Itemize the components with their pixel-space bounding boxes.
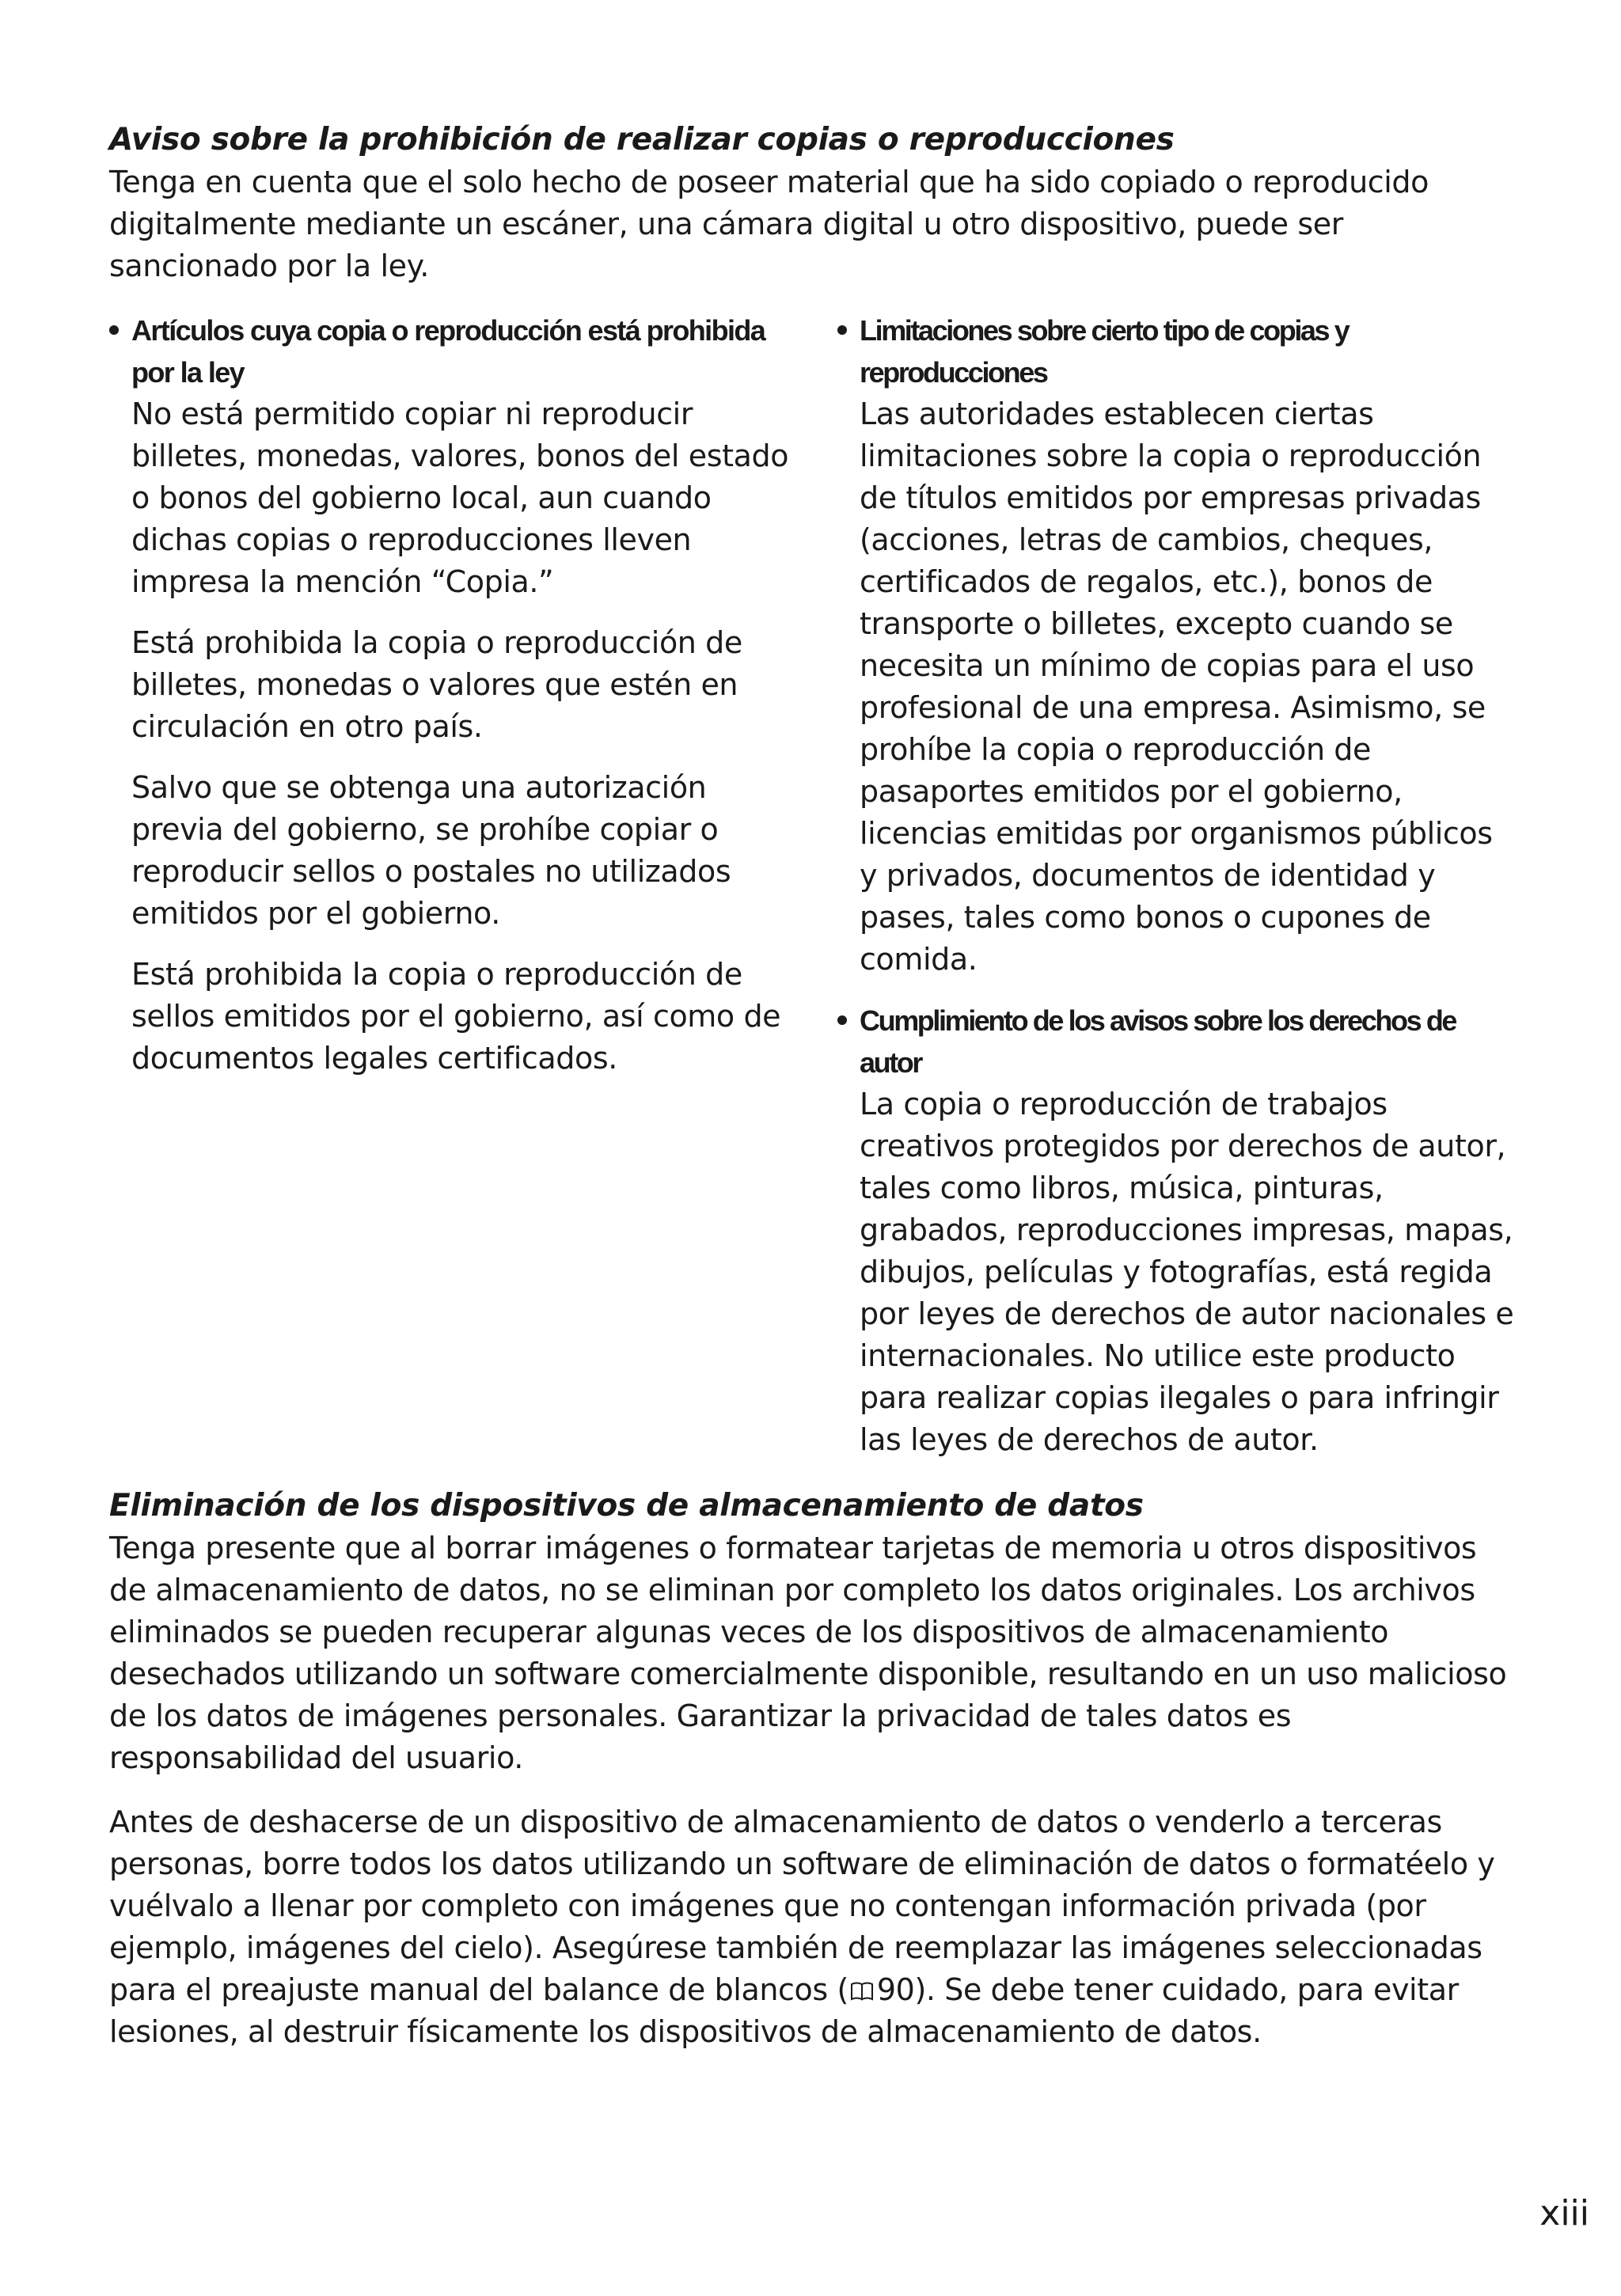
paragraph-text: ). Se debe tener cuidado, para evitar lesiones, al destruir físicamente los dispositivos de almacenamiento de datos. [109, 1972, 1459, 2049]
bullet-copy-limitations [837, 309, 1518, 981]
two-column-layout [109, 309, 1518, 1461]
bullet-title: Artículos cuya copia o reproducción está prohibida por la ley [131, 314, 765, 389]
bullet-icon [109, 325, 119, 335]
paragraph-text: Antes de deshacerse de un dispositivo de almacenamiento de datos o venderlo a terceras personas, borre todos los datos utilizando un software de eliminación de datos o formatéelo y vuélvalo a llenar por completo con imágenes que no contengan información privada (por ejemplo, imágenes del cielo). Asegúrese también de reemplazar las imágenes seleccionadas para el preajuste manual del balance de blancos ( [109, 1805, 1495, 2007]
bullet-copyright-compliance [837, 1000, 1518, 1461]
page-number: xiii [1539, 2193, 1589, 2233]
bullet-paragraph: La copia o reproducción de trabajos creativos protegidos por derechos de autor, tales como libros, música, pinturas, grabados, reproducciones impresas, mapas, dibujos, películas y fotografías, está regida por leyes de derechos de autor nacionales e internacionales. No utilice este producto para realizar copias ilegales o para infringir las leyes de derechos de autor. [860, 1087, 1514, 1457]
section-paragraph: Tenga presente que al borrar imágenes o formatear tarjetas de memoria u otros dispositivos de almacenamiento de datos, no se eliminan por completo los datos originales. Los archivos eliminados se pueden recuperar algunas veces de los dispositivos de almacenamiento desechados utilizando un software comercialmente disponible, resultando en un uso malicioso de los datos de imágenes personales. Garantizar la privacidad de tales datos es responsabilidad del usuario. [109, 1531, 1507, 1775]
section-title-copy-prohibition: Aviso sobre la prohibición de realizar copias o reproducciones [109, 122, 1175, 157]
book-icon [850, 1981, 874, 2002]
bullet-title: Cumplimiento de los avisos sobre los derechos de autor [860, 1004, 1456, 1079]
section-title-storage-disposal: Eliminación de los dispositivos de almacenamiento de datos [109, 1488, 1144, 1524]
bullet-title: Limitaciones sobre cierto tipo de copias y reproducciones [860, 314, 1349, 389]
section-intro-paragraph: Tenga en cuenta que el solo hecho de poseer material que ha sido copiado o reproducido digitalmente mediante un escáner, una cámara digital u otro dispositivo, puede ser sancionado por la ley. [109, 165, 1429, 283]
bullet-paragraph: No está permitido copiar ni reproducir billetes, monedas, valores, bonos del estado o bonos del gobierno local, aun cuando dichas copias o reproducciones lleven impresa la mención “Copia.” [131, 397, 789, 599]
left-column [109, 309, 790, 1461]
document-page [109, 119, 1518, 2053]
bullet-paragraph: Está prohibida la copia o reproducción de sellos emitidos por el gobierno, así como de documentos legales certificados. [131, 957, 781, 1076]
bullet-paragraph: Las autoridades establecen ciertas limitaciones sobre la copia o reproducción de títulos emitidos por empresas privadas (acciones, letras de cambios, cheques, certificados de regalos, etc.), bonos de transporte o billetes, excepto cuando se necesita un mínimo de copias para el uso profesional de una empresa. Asimismo, se prohíbe la copia o reproducción de pasaportes emitidos por el gobierno, licencias emitidas por organismos públicos y privados, documentos de identidad y pases, tales como bonos o cupones de comida. [860, 397, 1493, 977]
bullet-icon [837, 1015, 847, 1025]
bullet-icon [837, 325, 847, 335]
page-reference[interactable]: 90 [876, 1972, 915, 2007]
bullet-paragraph: Está prohibida la copia o reproducción de billetes, monedas o valores que estén en circulación en otro país. [131, 625, 742, 744]
bullet-paragraph: Salvo que se obtenga una autorización previa del gobierno, se prohíbe copiar o reproducir sellos o postales no utilizados emitidos por el gobierno. [131, 770, 731, 931]
section-paragraph [109, 1801, 1518, 2053]
section-data-storage-disposal [109, 1485, 1518, 2053]
bullet-prohibited-items [109, 309, 790, 1080]
right-column [837, 309, 1518, 1461]
